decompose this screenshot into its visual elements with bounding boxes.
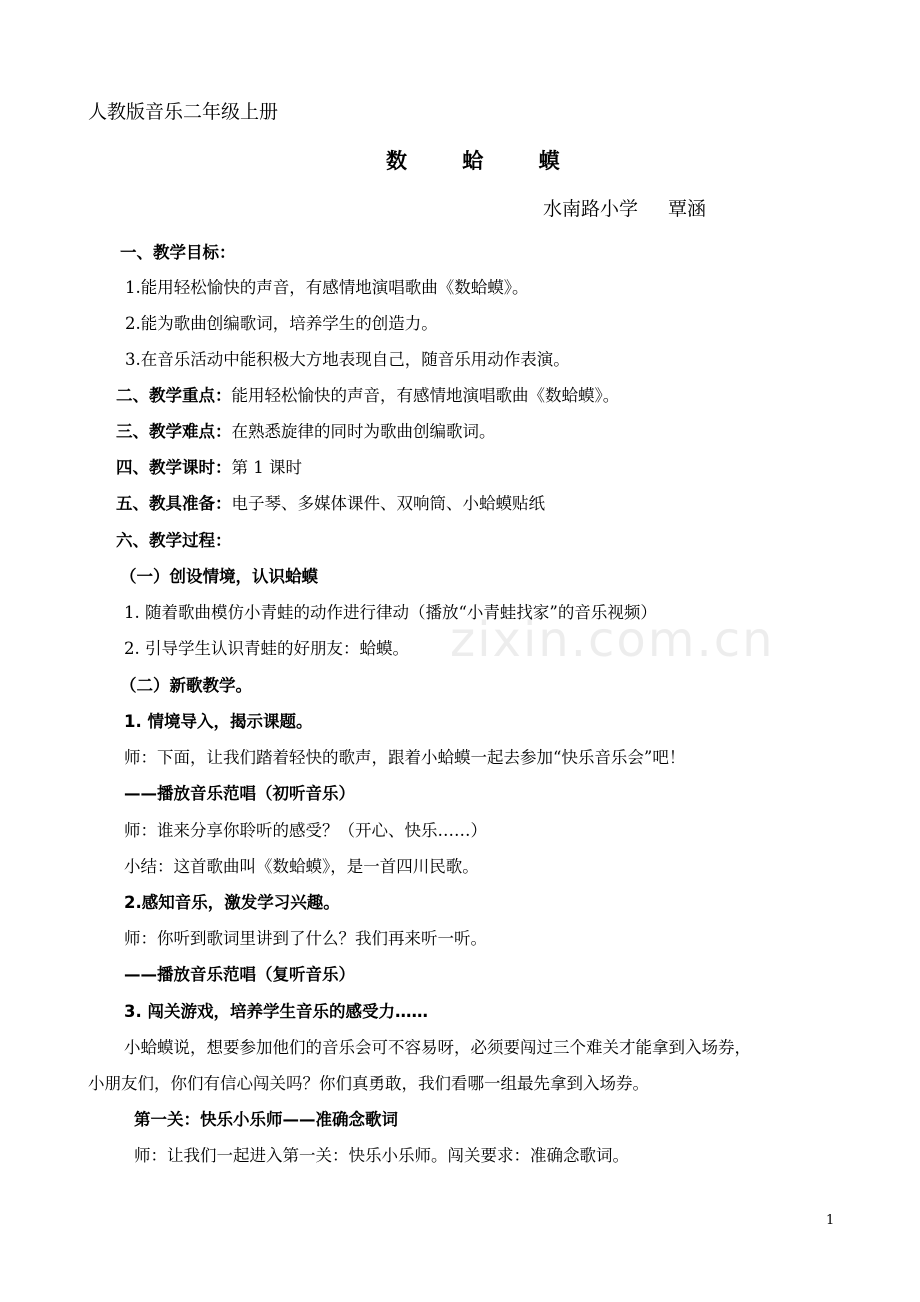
level1-heading: 第一关：快乐小乐师——准确念歌词: [134, 1110, 398, 1129]
author-name: 覃涵: [668, 198, 707, 220]
key-point-label: 二、教学重点：: [116, 386, 232, 405]
hours-line: [116, 457, 302, 479]
author-school: 水南路小学: [543, 198, 639, 220]
hours-text: 第 1 课时: [231, 458, 302, 477]
part1-item-1: 1. 随着歌曲模仿小青蛙的动作进行律动（播放“小青蛙找家”的音乐视频）: [124, 603, 657, 622]
author-line: [543, 198, 706, 220]
materials-label: 五、教具准备：: [116, 494, 232, 513]
difficulty-line: [116, 421, 496, 443]
difficulty-label: 三、教学难点：: [116, 422, 232, 441]
play-note-2: ——播放音乐范唱（复听音乐）: [124, 965, 355, 984]
part1-heading: （一）创设情境，认识蛤蟆: [120, 567, 318, 586]
play-note-1: ——播放音乐范唱（初听音乐）: [124, 784, 355, 803]
teacher-line-2: 师：谁来分享你聆听的感受？（开心、快乐……）: [124, 821, 487, 840]
objective-item-2: 2.能为歌曲创编歌词，培养学生的创造力。: [125, 314, 438, 333]
part2-heading: （二）新歌教学。: [120, 676, 252, 695]
teacher-line-1: 师：下面，让我们踏着轻快的歌声，跟着小蛤蟆一起去参加“快乐音乐会”吧！: [124, 748, 686, 767]
materials-text: 电子琴、多媒体课件、双响筒、小蛤蟆贴纸: [231, 494, 545, 513]
page-number: 1: [826, 1213, 835, 1228]
header-title: 人教版音乐二年级上册: [88, 101, 279, 123]
objective-item-1: 1.能用轻松愉快的声音，有感情地演唱歌曲《数蛤蟆》。: [125, 278, 529, 297]
difficulty-text: 在熟悉旋律的同时为歌曲创编歌词。: [231, 422, 496, 441]
part1-item-2: 2. 引导学生认识青蛙的好朋友：蛤蟆。: [124, 639, 409, 658]
watermark: zixin.com.cn: [450, 612, 775, 668]
materials-line: [116, 493, 545, 515]
teacher-line-3: 师：你听到歌词里讲到了什么？我们再来听一听。: [124, 929, 487, 948]
process-heading: 六、教学过程：: [116, 531, 232, 550]
step2-heading: 2.感知音乐，激发学习兴趣。: [124, 893, 340, 912]
step3-heading: 3. 闯关游戏，培养学生音乐的感受力……: [124, 1002, 428, 1021]
step1-heading: 1. 情境导入，揭示课题。: [124, 712, 313, 731]
objective-item-3: 3.在音乐活动中能积极大方地表现自己，随音乐用动作表演。: [125, 350, 570, 369]
paragraph-line-1: 小蛤蟆说，想要参加他们的音乐会可不容易呀，必须要闯过三个难关才能拿到入场券，: [124, 1038, 751, 1057]
paragraph-line-2: 小朋友们，你们有信心闯关吗？你们真勇敢，我们看哪一组最先拿到入场券。: [88, 1074, 649, 1093]
key-point-text: 能用轻松愉快的声音，有感情地演唱歌曲《数蛤蟆》。: [231, 386, 620, 405]
document-title: 数 蛤 蟆: [386, 148, 584, 173]
level1-text: 师：让我们一起进入第一关：快乐小乐师。闯关要求：准确念歌词。: [134, 1146, 629, 1165]
summary-line: 小结：这首歌曲叫《数蛤蟆》，是一首四川民歌。: [124, 857, 479, 876]
key-point-line: [116, 385, 619, 407]
hours-label: 四、教学课时：: [116, 458, 232, 477]
objectives-heading: 一、教学目标：: [120, 243, 236, 262]
